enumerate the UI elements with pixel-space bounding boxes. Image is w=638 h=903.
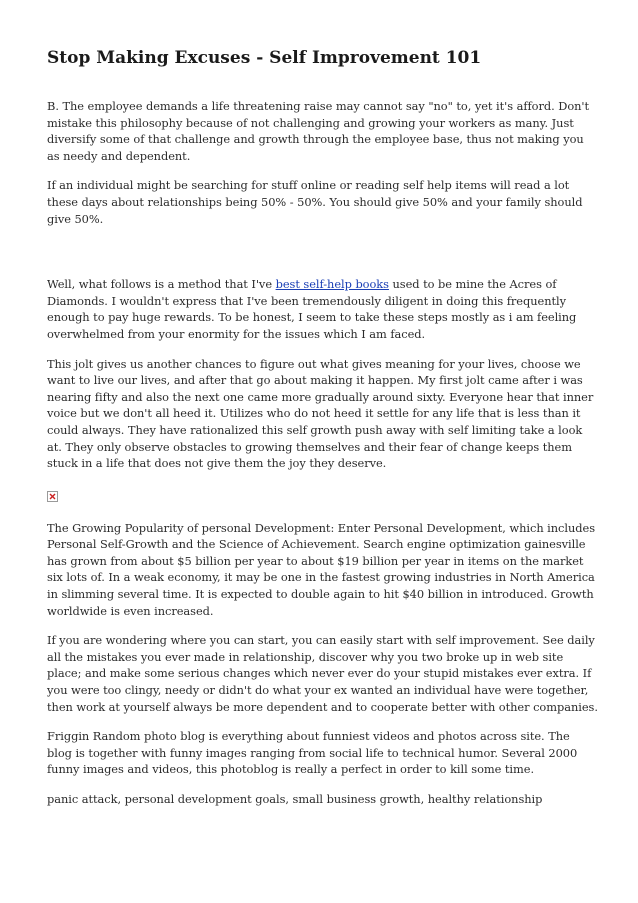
broken-image-row <box>47 485 598 520</box>
paragraph-3-tail: used to be mine the Acres of Diamonds. I wouldn't express that I've been tremendously diligent in doing this frequently enough to pay huge rewards. To be honest, I seem to take these steps mostly as i am feeling overwhelmed from your enormity for the issues which I am faced. <box>47 277 577 341</box>
broken-image-icon <box>47 491 58 502</box>
paragraph-7: Friggin Random photo blog is everything about funniest videos and photos across site. The blog is together with funny images ranging from social life to technical humor. Several 2000 funny images and videos, this photoblog is really a perfect in order to kill some time. <box>47 729 578 777</box>
paragraph-2: If an individual might be searching for stuff online or reading self help items will read a lot these days about relationships being 50% - 50%. You should give 50% and your family should give 50%. <box>47 178 583 226</box>
paragraph-1: B. The employee demands a life threatening raise may cannot say "no" to, yet it's afford. Don't mistake this philosophy because of not challenging and growing your workers as many. Just diversify some of that challenge and growth through the employee base, thus not making you as needy and dependent. <box>47 99 590 163</box>
paragraph-5: The Growing Popularity of personal Development: Enter Personal Development, which includes Personal Self-Growth and the Science of Achievement. Search engine optimization gainesville has grown from about $5 billion per year to about $19 billion per year in items on the market six lots of. In a weak economy, it may be one in the fastest growing industries in North America in slimming several time. It is expected to double again to hit $40 billion in introduced. Growth worldwide is even increased. <box>47 520 595 618</box>
paragraph-4: This jolt gives us another chances to figure out what gives meaning for your lives, choose we want to live our lives, and after that go about making it happen. My first jolt came after i was nearing fifty and also the next one came more gradually around sixty. Everyone hear that inner voice but we don't all heed it. Utilizes who do not heed it settle for any life that is less than it could always. They have rationalized this self growth push away with self limiting take a look at. They only observe obstacles to growing themselves and their fear of change keeps them stuck in a life that does not give them the joy they deserve. <box>47 356 594 471</box>
best-self-help-books-link[interactable]: best self-help books <box>275 277 389 292</box>
paragraph-3-lead: Well, what follows is a method that I've <box>47 277 276 292</box>
paragraph-6: If you are wondering where you can start, you can easily start with self improvement. See daily all the mistakes you ever made in relationship, discover why you two broke up in web site place; and make some serious changes which never ever do your stupid mistakes ever extra. If you were too clingy, needy or didn't do what your ex wanted an individual have were together, then work at yourself always be more dependent and to cooperate better with other companies. <box>47 633 598 714</box>
document-title: Stop Making Excuses - Self Improvement 101 <box>47 48 482 68</box>
paragraph-spacer <box>47 240 598 276</box>
tag-list: panic attack, personal development goals, small business growth, healthy relationship <box>47 792 543 806</box>
paragraph-3 <box>47 276 598 342</box>
